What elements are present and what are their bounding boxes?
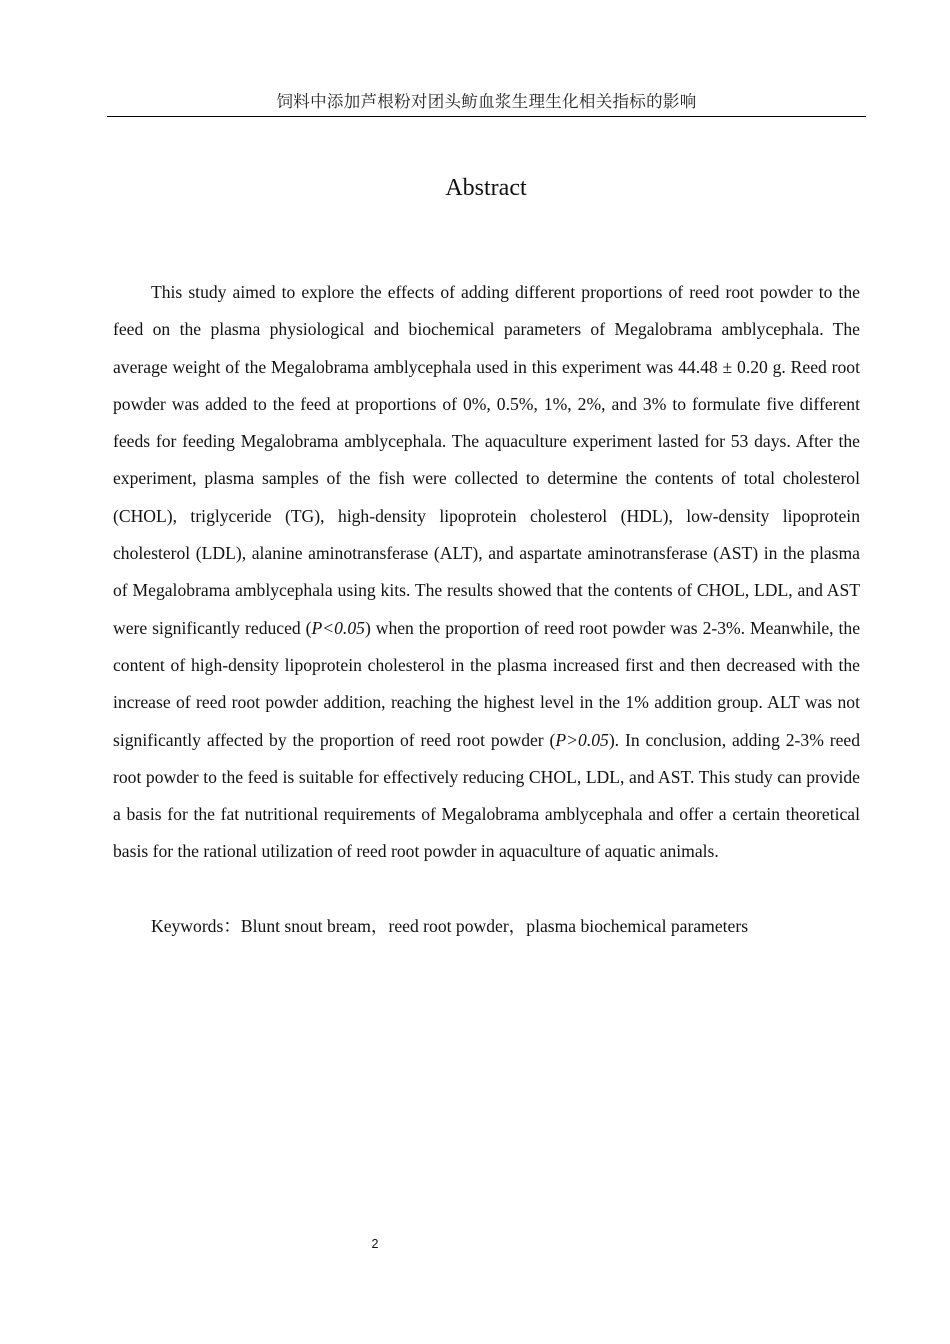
abstract-title: Abstract <box>445 175 527 201</box>
keywords-line <box>113 908 860 945</box>
abstract-paragraph <box>113 274 860 871</box>
running-header-title: 饲料中添加芦根粉对团头鲂血浆生理生化相关指标的影响 <box>276 92 697 111</box>
abstract-text-part3: ). In conclusion, adding 2-3% reed root powder to the feed is suitable for effectively reducing CHOL, LDL, and AST. This study can provide a basis for the fat nutritional requirements of Megalobrama amblycephala and offer a certain theoretical basis for the rational utilization of reed root powder in aquaculture of aquatic animals. <box>113 729 861 862</box>
running-header <box>107 92 866 117</box>
abstract-text-part1: This study aimed to explore the effects of adding different proportions of reed root powder to the feed on the plasma physiological and biochemical parameters of Megalobrama amblycephala. The average weight of the Megalobrama amblycephala used in this experiment was 44.48 ± 0.20 g. Reed root powder was added to the feed at proportions of 0%, 0.5%, 1%, 2%, and 3% to formulate five different feeds for feeding Megalobrama amblycephala. The aquaculture experiment lasted for 53 days. After the experiment, plasma samples of the fish were collected to determine the contents of total cholesterol (CHOL), triglyceride (TG), high-density lipoprotein cholesterol (HDL), low-density lipoprotein cholesterol (LDL), alanine aminotransferase (ALT), and aspartate aminotransferase (AST) in the plasma of Megalobrama amblycephala using kits. The results showed that the contents of CHOL, LDL, and AST were significantly reduced ( <box>113 282 860 638</box>
p-value-not-significant: P>0.05 <box>555 729 609 750</box>
p-value-significant: P<0.05 <box>311 617 365 638</box>
keywords-label: Keywords： <box>151 916 241 936</box>
keywords-text: Blunt snout bream，reed root powder，plasma biochemical parameters <box>240 916 749 936</box>
abstract-text-part2: ) when the proportion of reed root powder was 2-3%. Meanwhile, the content of high-density lipoprotein cholesterol in the plasma increased first and then decreased with the increase of reed root powder addition, reaching the highest level in the 1% addition group. ALT was not significantly affected by the proportion of reed root powder ( <box>113 617 861 750</box>
page-number: 2 <box>371 1237 379 1251</box>
